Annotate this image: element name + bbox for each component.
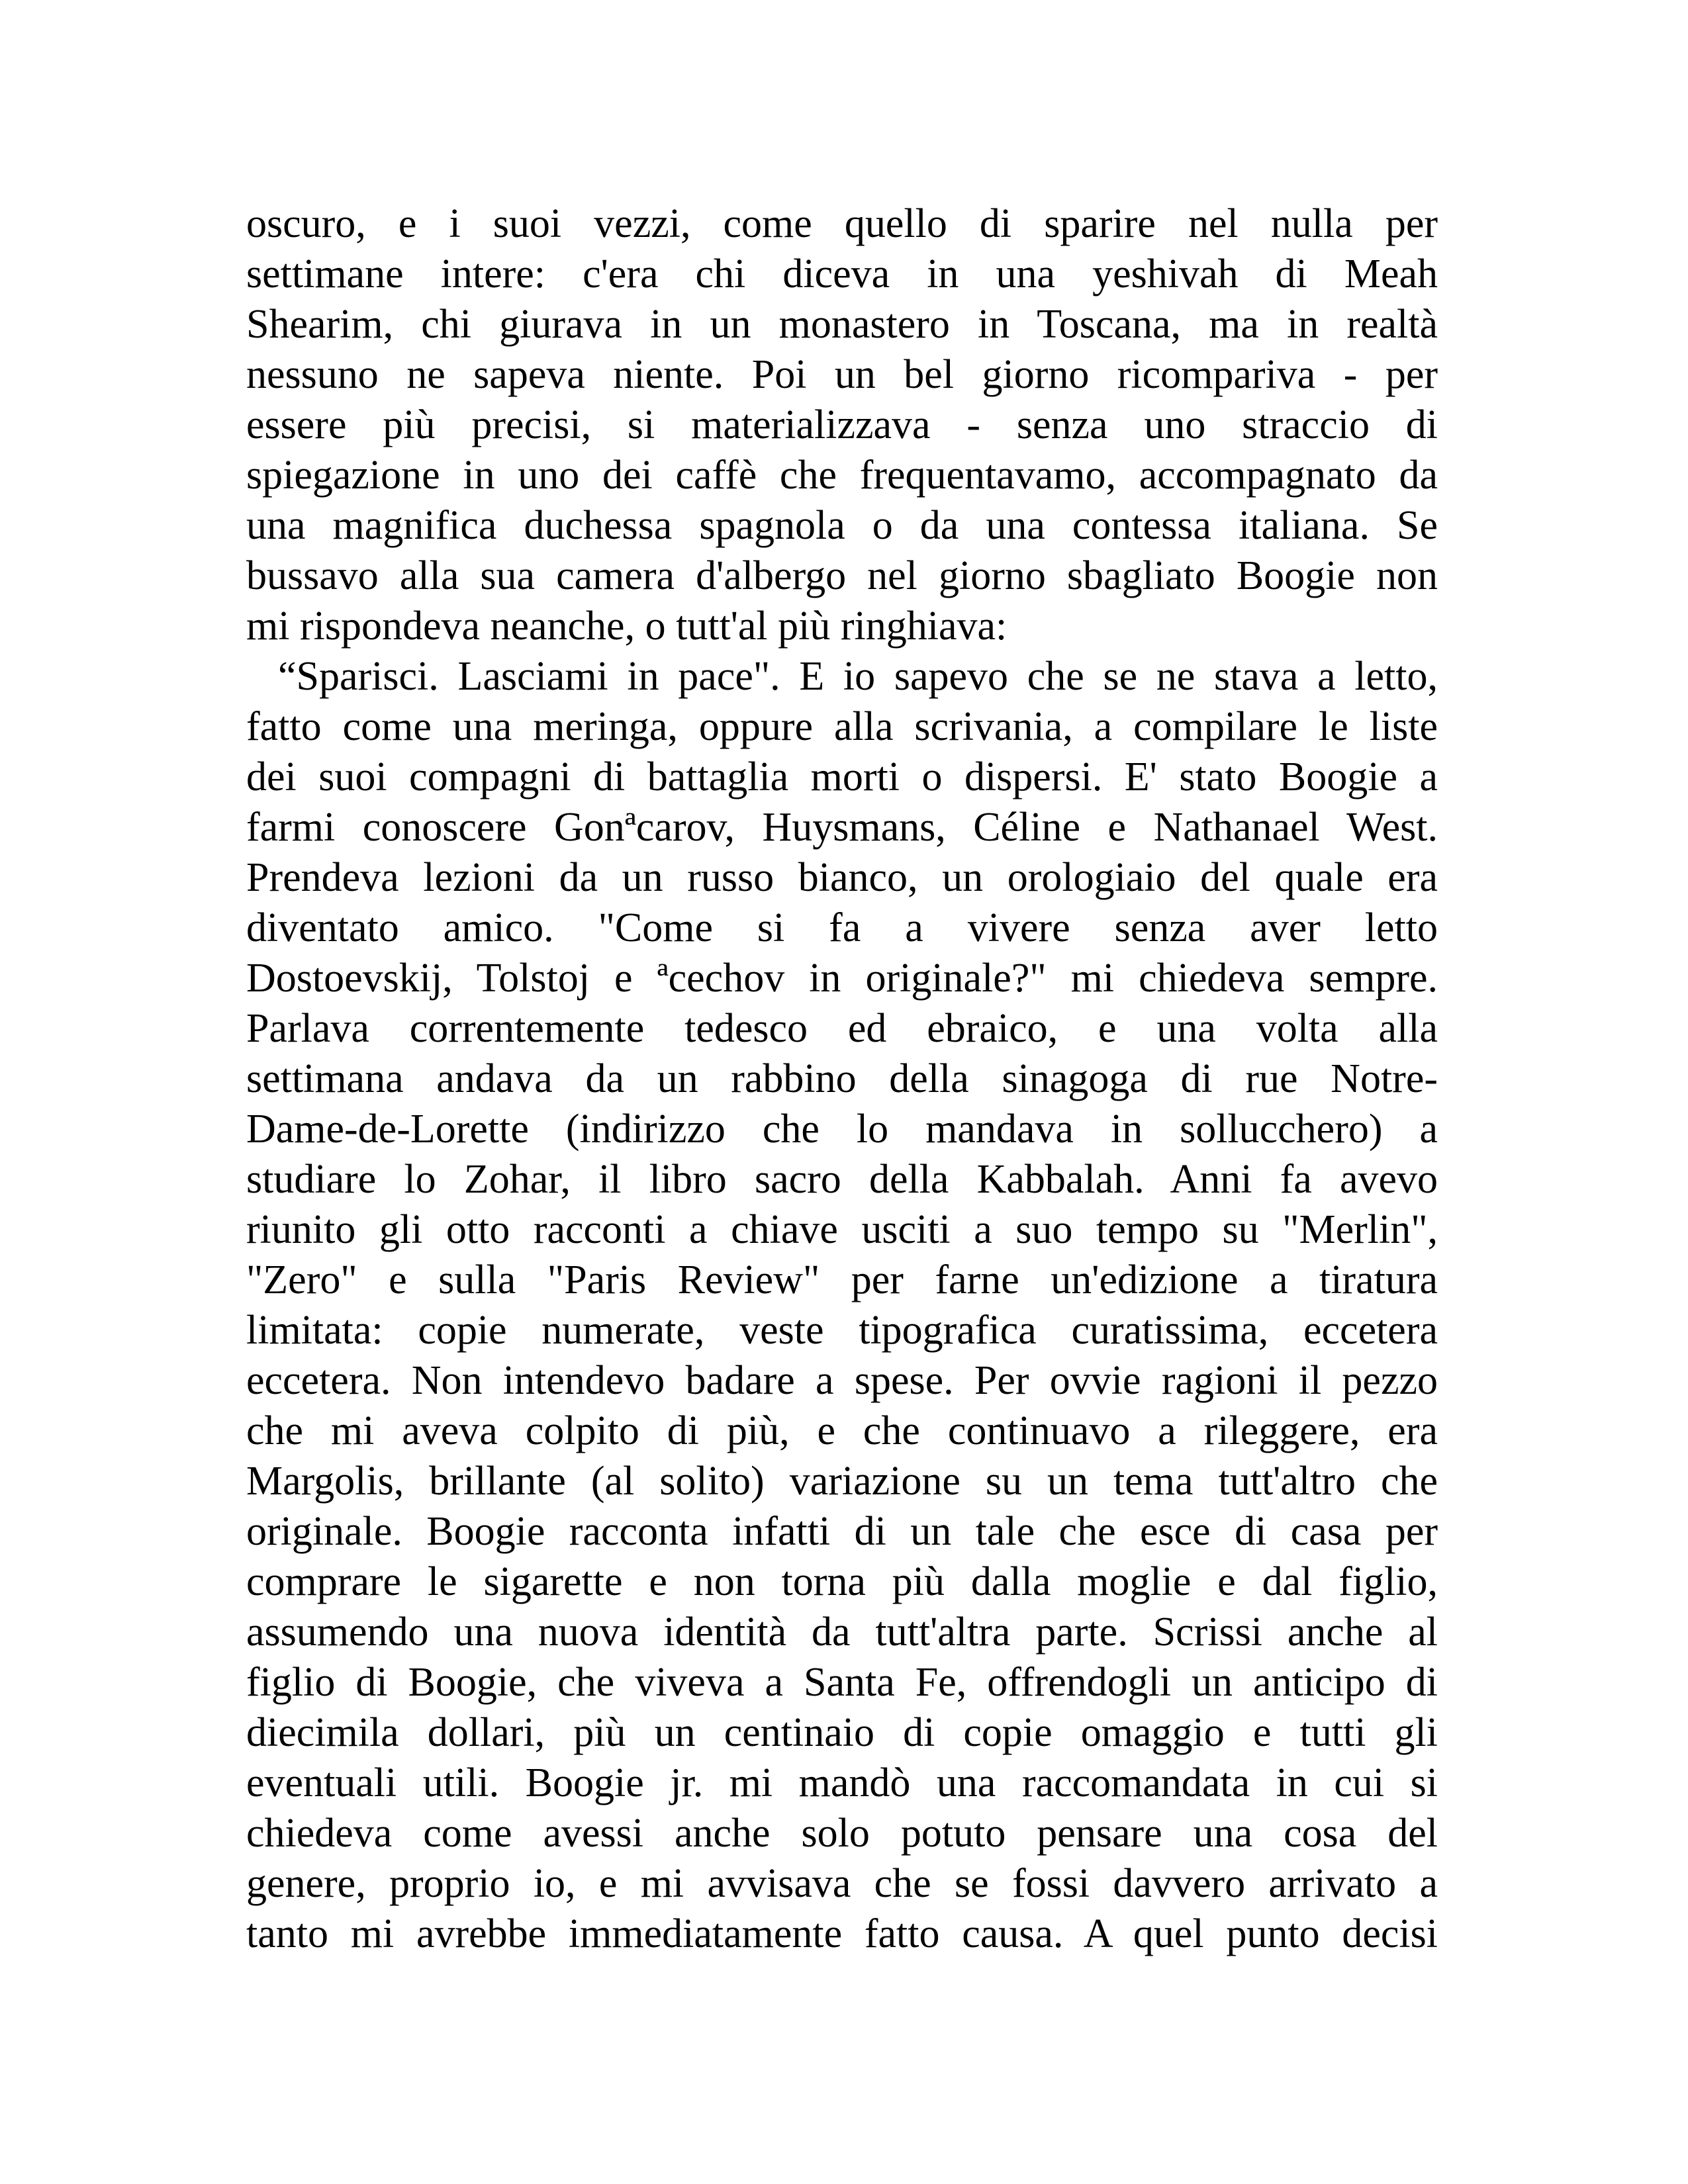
text-line: tanto mi avrebbe immediatamente fatto causa. A quel punto decisi xyxy=(246,1911,1438,1956)
text-line: Prendeva lezioni da un russo bianco, un orologiaio del quale era xyxy=(246,855,1438,900)
text-line: diventato amico. "Come si fa a vivere senza aver letto xyxy=(246,905,1438,950)
text-line: riunito gli otto racconti a chiave usciti a suo tempo su "Merlin", xyxy=(246,1207,1438,1252)
text-line: Parlava correntemente tedesco ed ebraico, e una volta alla xyxy=(246,1006,1438,1051)
text-line: che mi aveva colpito di più, e che continuavo a rileggere, era xyxy=(246,1408,1438,1453)
text-line: chiedeva come avessi anche solo potuto pensare una cosa del xyxy=(246,1811,1438,1856)
text-line: nessuno ne sapeva niente. Poi un bel giorno ricompariva - per xyxy=(246,352,1438,397)
text-line: diecimila dollari, più un centinaio di copie omaggio e tutti gli xyxy=(246,1710,1438,1755)
text-line: Margolis, brillante (al solito) variazione su un tema tutt'altro che xyxy=(246,1459,1438,1504)
text-line: settimana andava da un rabbino della sinagoga di rue Notre- xyxy=(246,1056,1438,1101)
text-line: "Zero" e sulla "Paris Review" per farne un'edizione a tiratura xyxy=(246,1257,1438,1302)
text-line: eccetera. Non intendevo badare a spese. Per ovvie ragioni il pezzo xyxy=(246,1358,1438,1403)
text-line: essere più precisi, si materializzava - senza uno straccio di xyxy=(246,402,1438,447)
text-line: farmi conoscere Gonªcarov, Huysmans, Céline e Nathanael West. xyxy=(246,805,1438,850)
text-line: figlio di Boogie, che viveva a Santa Fe, offrendogli un anticipo di xyxy=(246,1660,1438,1705)
text-line: genere, proprio io, e mi avvisava che se fossi davvero arrivato a xyxy=(246,1861,1438,1906)
text-line: oscuro, e i suoi vezzi, come quello di sparire nel nulla per xyxy=(246,201,1438,246)
text-line: spiegazione in uno dei caffè che frequentavamo, accompagnato da xyxy=(246,453,1438,498)
text-line: Shearim, chi giurava in un monastero in Toscana, ma in realtà xyxy=(246,302,1438,347)
text-line: bussavo alla sua camera d'albergo nel giorno sbagliato Boogie non xyxy=(246,553,1438,598)
text-line: Dostoevskij, Tolstoj e ªcechov in originale?" mi chiedeva sempre. xyxy=(246,956,1438,1001)
text-line: Dame-de-Lorette (indirizzo che lo mandava in sollucchero) a xyxy=(246,1107,1438,1152)
text-line: fatto come una meringa, oppure alla scrivania, a compilare le liste xyxy=(246,704,1438,749)
text-line: “Sparisci. Lasciami in pace". E io sapevo che se ne stava a letto, xyxy=(278,654,1438,699)
text-line: comprare le sigarette e non torna più dalla moglie e dal figlio, xyxy=(246,1559,1438,1604)
text-line: studiare lo Zohar, il libro sacro della Kabbalah. Anni fa avevo xyxy=(246,1157,1438,1202)
text-line: dei suoi compagni di battaglia morti o dispersi. E' stato Boogie a xyxy=(246,754,1438,799)
text-line: originale. Boogie racconta infatti di un tale che esce di casa per xyxy=(246,1509,1438,1554)
text-line: settimane intere: c'era chi diceva in una yeshivah di Meah xyxy=(246,251,1438,296)
text-line: mi rispondeva neanche, o tutt'al più ringhiava: xyxy=(246,604,1008,649)
text-line: assumendo una nuova identità da tutt'altra parte. Scrissi anche al xyxy=(246,1610,1438,1655)
text-line: limitata: copie numerate, veste tipografica curatissima, eccetera xyxy=(246,1308,1438,1353)
text-line: eventuali utili. Boogie jr. mi mandò una raccomandata in cui si xyxy=(246,1760,1438,1805)
text-line: una magnifica duchessa spagnola o da una contessa italiana. Se xyxy=(246,503,1438,548)
